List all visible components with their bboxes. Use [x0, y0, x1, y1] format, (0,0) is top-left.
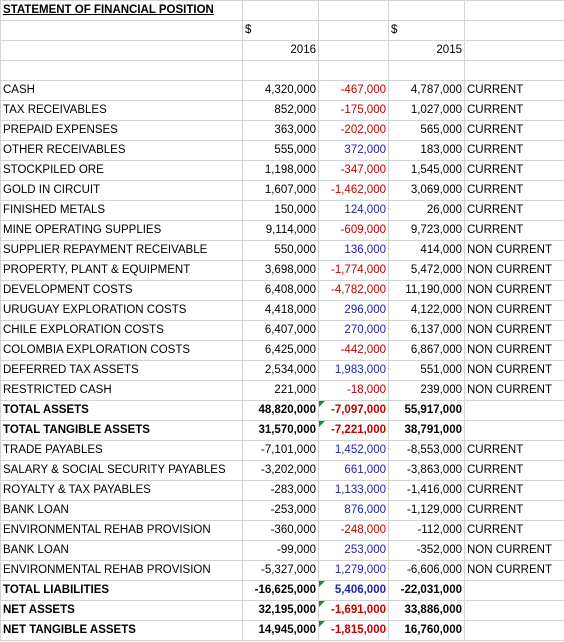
value-2015[interactable]: 26,000 — [389, 201, 465, 221]
row-label[interactable]: GOLD IN CIRCUIT — [1, 181, 243, 201]
value-2016[interactable]: -253,000 — [243, 501, 319, 521]
change-value[interactable]: 661,000 — [319, 461, 389, 481]
classification[interactable]: CURRENT — [465, 181, 564, 201]
cell[interactable] — [465, 41, 564, 61]
value-2016[interactable]: 6,407,000 — [243, 321, 319, 341]
table-row — [1, 161, 564, 181]
cell[interactable] — [319, 41, 389, 61]
row-label[interactable]: NET ASSETS — [1, 601, 243, 621]
value-2015[interactable]: -1,416,000 — [389, 481, 465, 501]
table-row — [1, 421, 564, 441]
change-value[interactable]: 1,133,000 — [319, 481, 389, 501]
cell[interactable] — [465, 21, 564, 41]
value-2016[interactable]: -5,327,000 — [243, 561, 319, 581]
value-2015[interactable]: 1,545,000 — [389, 161, 465, 181]
change-value[interactable]: 876,000 — [319, 501, 389, 521]
table-row — [1, 361, 564, 381]
table-row — [1, 261, 564, 281]
value-2015[interactable]: 4,787,000 — [389, 81, 465, 101]
row-label[interactable]: TOTAL TANGIBLE ASSETS — [1, 421, 243, 441]
classification[interactable] — [465, 601, 564, 621]
table-row — [1, 201, 564, 221]
classification[interactable]: NON CURRENT — [465, 301, 564, 321]
change-value[interactable]: -7,221,000 — [319, 421, 389, 441]
classification[interactable]: CURRENT — [465, 121, 564, 141]
row-label[interactable]: RESTRICTED CASH — [1, 381, 243, 401]
classification[interactable]: CURRENT — [465, 201, 564, 221]
row-label[interactable]: SALARY & SOCIAL SECURITY PAYABLES — [1, 461, 243, 481]
table-row — [1, 301, 564, 321]
row-label[interactable]: SUPPLIER REPAYMENT RECEIVABLE — [1, 241, 243, 261]
classification[interactable]: CURRENT — [465, 501, 564, 521]
value-2016[interactable]: 9,114,000 — [243, 221, 319, 241]
row-label[interactable]: BANK LOAN — [1, 541, 243, 561]
table-row — [1, 401, 564, 421]
value-2016[interactable]: -7,101,000 — [243, 441, 319, 461]
change-value[interactable]: -1,462,000 — [319, 181, 389, 201]
classification[interactable]: CURRENT — [465, 221, 564, 241]
row-label[interactable]: ENVIRONMENTAL REHAB PROVISION — [1, 561, 243, 581]
classification[interactable]: NON CURRENT — [465, 241, 564, 261]
value-2016[interactable]: 6,408,000 — [243, 281, 319, 301]
value-2015[interactable]: 9,723,000 — [389, 221, 465, 241]
change-value[interactable]: -202,000 — [319, 121, 389, 141]
cell[interactable] — [465, 61, 564, 81]
change-value[interactable]: -347,000 — [319, 161, 389, 181]
cell[interactable] — [389, 1, 465, 21]
value-2015[interactable]: -1,129,000 — [389, 501, 465, 521]
value-2016[interactable]: 555,000 — [243, 141, 319, 161]
value-2015[interactable]: 4,122,000 — [389, 301, 465, 321]
change-value[interactable]: -467,000 — [319, 81, 389, 101]
value-2015[interactable]: 565,000 — [389, 121, 465, 141]
classification[interactable]: CURRENT — [465, 461, 564, 481]
table-row — [1, 581, 564, 601]
row-label[interactable]: TOTAL ASSETS — [1, 401, 243, 421]
classification[interactable]: CURRENT — [465, 81, 564, 101]
value-2015[interactable]: 183,000 — [389, 141, 465, 161]
change-value[interactable]: 1,452,000 — [319, 441, 389, 461]
change-value[interactable]: -248,000 — [319, 521, 389, 541]
value-2016[interactable]: 150,000 — [243, 201, 319, 221]
classification[interactable]: CURRENT — [465, 141, 564, 161]
classification[interactable]: NON CURRENT — [465, 361, 564, 381]
change-value[interactable]: -18,000 — [319, 381, 389, 401]
change-value[interactable]: 136,000 — [319, 241, 389, 261]
value-2015[interactable]: -3,863,000 — [389, 461, 465, 481]
value-2015[interactable]: -112,000 — [389, 521, 465, 541]
value-2016[interactable]: 221,000 — [243, 381, 319, 401]
year-header-row — [1, 41, 564, 61]
currency-2015[interactable]: $ — [389, 21, 465, 41]
change-value[interactable]: -1,815,000 — [319, 621, 389, 641]
cell[interactable] — [389, 61, 465, 81]
currency-2016[interactable]: $ — [243, 21, 319, 41]
value-2016[interactable]: -283,000 — [243, 481, 319, 501]
cell[interactable] — [465, 1, 564, 21]
cell[interactable] — [319, 61, 389, 81]
table-row — [1, 101, 564, 121]
value-2015[interactable]: -22,031,000 — [389, 581, 465, 601]
change-value[interactable]: 124,000 — [319, 201, 389, 221]
table-row — [1, 601, 564, 621]
table-row — [1, 621, 564, 641]
row-label[interactable]: PROPERTY, PLANT & EQUIPMENT — [1, 261, 243, 281]
change-value[interactable]: -1,774,000 — [319, 261, 389, 281]
classification[interactable]: NON CURRENT — [465, 281, 564, 301]
classification[interactable]: CURRENT — [465, 161, 564, 181]
table-row — [1, 241, 564, 261]
value-2016[interactable]: 4,320,000 — [243, 81, 319, 101]
value-2015[interactable]: 55,917,000 — [389, 401, 465, 421]
table-row — [1, 341, 564, 361]
table-row — [1, 121, 564, 141]
classification[interactable] — [465, 421, 564, 441]
value-2015[interactable]: 3,069,000 — [389, 181, 465, 201]
change-value[interactable]: 270,000 — [319, 321, 389, 341]
row-label[interactable]: FINISHED METALS — [1, 201, 243, 221]
change-value[interactable]: 296,000 — [319, 301, 389, 321]
change-value[interactable]: 1,279,000 — [319, 561, 389, 581]
value-2015[interactable]: 1,027,000 — [389, 101, 465, 121]
value-2016[interactable]: -3,202,000 — [243, 461, 319, 481]
change-value[interactable]: -442,000 — [319, 341, 389, 361]
value-2015[interactable]: 6,867,000 — [389, 341, 465, 361]
classification[interactable]: NON CURRENT — [465, 261, 564, 281]
currency-row — [1, 21, 564, 41]
cell[interactable] — [1, 41, 243, 61]
value-2016[interactable]: 32,195,000 — [243, 601, 319, 621]
value-2016[interactable]: -16,625,000 — [243, 581, 319, 601]
table-row — [1, 561, 564, 581]
value-2016[interactable]: 2,534,000 — [243, 361, 319, 381]
value-2015[interactable]: 551,000 — [389, 361, 465, 381]
row-label[interactable]: URUGUAY EXPLORATION COSTS — [1, 301, 243, 321]
classification[interactable]: NON CURRENT — [465, 541, 564, 561]
value-2016[interactable]: 550,000 — [243, 241, 319, 261]
value-2016[interactable]: 852,000 — [243, 101, 319, 121]
value-2015[interactable]: 414,000 — [389, 241, 465, 261]
value-2016[interactable]: 4,418,000 — [243, 301, 319, 321]
classification[interactable]: CURRENT — [465, 481, 564, 501]
row-label[interactable]: COLOMBIA EXPLORATION COSTS — [1, 341, 243, 361]
table-row — [1, 501, 564, 521]
classification[interactable]: NON CURRENT — [465, 321, 564, 341]
change-value[interactable]: 1,983,000 — [319, 361, 389, 381]
cell[interactable] — [1, 21, 243, 41]
classification[interactable] — [465, 401, 564, 421]
classification[interactable]: CURRENT — [465, 441, 564, 461]
table-row — [1, 141, 564, 161]
change-value[interactable]: -7,097,000 — [319, 401, 389, 421]
value-2015[interactable]: 11,190,000 — [389, 281, 465, 301]
table-row — [1, 321, 564, 341]
value-2015[interactable]: -6,606,000 — [389, 561, 465, 581]
year-2016-header[interactable]: 2016 — [243, 41, 319, 61]
change-value[interactable]: 253,000 — [319, 541, 389, 561]
change-value[interactable]: -4,782,000 — [319, 281, 389, 301]
row-label[interactable]: MINE OPERATING SUPPLIES — [1, 221, 243, 241]
change-value[interactable]: 5,406,000 — [319, 581, 389, 601]
table-row — [1, 81, 564, 101]
value-2016[interactable]: 6,425,000 — [243, 341, 319, 361]
table-row — [1, 461, 564, 481]
table-row — [1, 521, 564, 541]
value-2015[interactable]: 6,137,000 — [389, 321, 465, 341]
table-row — [1, 181, 564, 201]
value-2016[interactable]: 48,820,000 — [243, 401, 319, 421]
row-label[interactable]: STOCKPILED ORE — [1, 161, 243, 181]
value-2016[interactable]: 31,570,000 — [243, 421, 319, 441]
cell[interactable] — [319, 1, 389, 21]
value-2015[interactable]: -352,000 — [389, 541, 465, 561]
cell[interactable] — [1, 61, 243, 81]
change-value[interactable]: 372,000 — [319, 141, 389, 161]
classification[interactable]: NON CURRENT — [465, 341, 564, 361]
empty-row — [1, 61, 564, 81]
value-2016[interactable]: -360,000 — [243, 521, 319, 541]
table-row — [1, 221, 564, 241]
classification[interactable]: NON CURRENT — [465, 561, 564, 581]
row-label[interactable]: TRADE PAYABLES — [1, 441, 243, 461]
row-label[interactable]: PREPAID EXPENSES — [1, 121, 243, 141]
classification[interactable]: CURRENT — [465, 521, 564, 541]
value-2015[interactable]: 239,000 — [389, 381, 465, 401]
row-label[interactable]: TOTAL LIABILITIES — [1, 581, 243, 601]
row-label[interactable]: ROYALTY & TAX PAYABLES — [1, 481, 243, 501]
row-label[interactable]: DEFERRED TAX ASSETS — [1, 361, 243, 381]
change-value[interactable]: -175,000 — [319, 101, 389, 121]
table-row — [1, 481, 564, 501]
cell[interactable] — [243, 1, 319, 21]
value-2015[interactable]: 5,472,000 — [389, 261, 465, 281]
value-2015[interactable]: 33,886,000 — [389, 601, 465, 621]
value-2016[interactable]: -99,000 — [243, 541, 319, 561]
table-row — [1, 381, 564, 401]
change-value[interactable]: -609,000 — [319, 221, 389, 241]
table-row — [1, 441, 564, 461]
cell[interactable] — [319, 21, 389, 41]
value-2016[interactable]: 14,945,000 — [243, 621, 319, 641]
classification[interactable]: NON CURRENT — [465, 381, 564, 401]
row-label[interactable]: DEVELOPMENT COSTS — [1, 281, 243, 301]
classification[interactable] — [465, 621, 564, 641]
year-2015-header[interactable]: 2015 — [389, 41, 465, 61]
classification[interactable]: CURRENT — [465, 101, 564, 121]
value-2016[interactable]: 3,698,000 — [243, 261, 319, 281]
value-2016[interactable]: 1,198,000 — [243, 161, 319, 181]
title-row — [1, 1, 564, 21]
row-label[interactable]: CHILE EXPLORATION COSTS — [1, 321, 243, 341]
value-2015[interactable]: 38,791,000 — [389, 421, 465, 441]
value-2015[interactable]: -8,553,000 — [389, 441, 465, 461]
classification[interactable] — [465, 581, 564, 601]
value-2016[interactable]: 363,000 — [243, 121, 319, 141]
row-label[interactable]: ENVIRONMENTAL REHAB PROVISION — [1, 521, 243, 541]
row-label[interactable]: CASH — [1, 81, 243, 101]
row-label[interactable]: NET TANGIBLE ASSETS — [1, 621, 243, 641]
value-2016[interactable]: 1,607,000 — [243, 181, 319, 201]
change-value[interactable]: -1,691,000 — [319, 601, 389, 621]
statement-title[interactable]: STATEMENT OF FINANCIAL POSITION — [1, 1, 243, 21]
table-row — [1, 281, 564, 301]
row-label[interactable]: BANK LOAN — [1, 501, 243, 521]
table-row — [1, 541, 564, 561]
row-label[interactable]: OTHER RECEIVABLES — [1, 141, 243, 161]
row-label[interactable]: TAX RECEIVABLES — [1, 101, 243, 121]
cell[interactable] — [243, 61, 319, 81]
value-2015[interactable]: 16,760,000 — [389, 621, 465, 641]
